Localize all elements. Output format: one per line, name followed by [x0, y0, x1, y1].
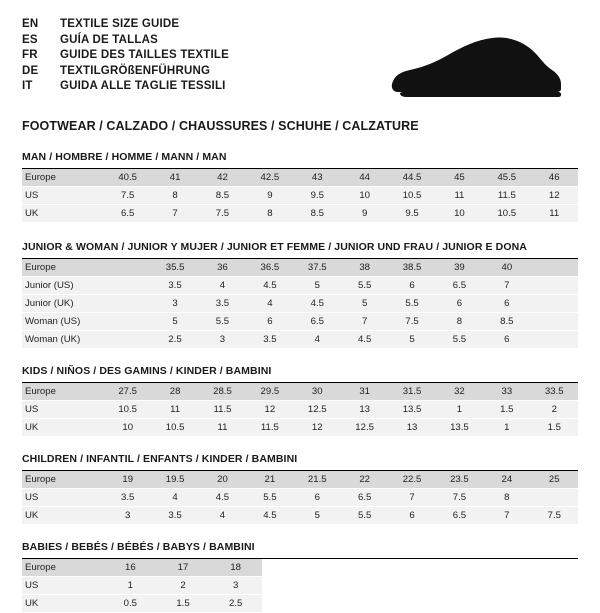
cell: 12.5 [341, 419, 388, 437]
cell: 3 [104, 507, 151, 525]
cell: 3 [199, 331, 246, 349]
cell: 6 [388, 277, 435, 295]
table-row [22, 419, 578, 437]
cell: 12 [246, 401, 293, 419]
language-code-fr: FR [22, 49, 38, 61]
cell: 5 [294, 507, 341, 525]
cell: 31.5 [388, 383, 435, 401]
cell: 10.5 [151, 419, 198, 437]
cell: 35.5 [151, 259, 198, 277]
size-block-kids [22, 365, 578, 437]
cell: 38 [341, 259, 388, 277]
block-title-babies: BABIES / BEBÉS / BÉBÉS / BABYS / BAMBINI [22, 541, 578, 559]
cell: 5 [294, 277, 341, 295]
cell: 5.5 [341, 507, 388, 525]
cell: 5.5 [436, 331, 483, 349]
cell: 38.5 [388, 259, 435, 277]
cell: 42 [199, 169, 246, 187]
language-code-es: ES [22, 33, 38, 46]
cell: 6.5 [294, 313, 341, 331]
document-header [22, 18, 578, 103]
cell: 2.5 [151, 331, 198, 349]
cell: 6 [294, 489, 341, 507]
cell: 6 [246, 313, 293, 331]
cell: 6.5 [104, 205, 151, 223]
cell: 12 [531, 187, 578, 205]
cell: 7.5 [104, 187, 151, 205]
cell: 3.5 [151, 277, 198, 295]
cell: 12.5 [294, 401, 341, 419]
cell: 4.5 [246, 277, 293, 295]
cell: 4 [151, 489, 198, 507]
cell: 3 [151, 295, 198, 313]
cell: 0.5 [104, 595, 157, 613]
cell: 2.5 [209, 595, 262, 613]
cell: 3.5 [246, 331, 293, 349]
cell: 7 [388, 489, 435, 507]
cell: 2 [157, 577, 210, 595]
cell: 36 [199, 259, 246, 277]
cell: 4.5 [294, 295, 341, 313]
cell: 8 [436, 313, 483, 331]
cell: 1.5 [483, 401, 530, 419]
cell: 23.5 [436, 471, 483, 489]
cell: 4 [294, 331, 341, 349]
cell: 6 [436, 295, 483, 313]
cell: 29.5 [246, 383, 293, 401]
cell: 22 [341, 471, 388, 489]
row-label: US [22, 187, 104, 205]
cell: 4.5 [246, 507, 293, 525]
cell: 11.5 [199, 401, 246, 419]
cell: 10.5 [483, 205, 530, 223]
cell: 10.5 [388, 187, 435, 205]
cell: 27.5 [104, 383, 151, 401]
cell: 28.5 [199, 383, 246, 401]
cell: 16 [104, 559, 157, 577]
language-row-fr [22, 49, 229, 65]
cell: 20 [199, 471, 246, 489]
size-block-babies [22, 541, 578, 613]
cell: 32 [436, 383, 483, 401]
cell: 7.5 [531, 507, 578, 525]
table-row [22, 169, 578, 187]
table-row [22, 559, 262, 577]
cell: 1 [104, 577, 157, 595]
row-label: Woman (UK) [22, 331, 104, 349]
cell: 3 [209, 577, 262, 595]
cell [531, 489, 578, 507]
table-row [22, 259, 578, 277]
cell: 45.5 [483, 169, 530, 187]
cell [104, 295, 151, 313]
cell: 4.5 [341, 331, 388, 349]
cell: 37.5 [294, 259, 341, 277]
row-label: Europe [22, 471, 104, 489]
cell: 10 [104, 419, 151, 437]
cell: 3.5 [104, 489, 151, 507]
row-label: Junior (US) [22, 277, 104, 295]
cell: 9 [341, 205, 388, 223]
table-row [22, 277, 578, 295]
cell: 3.5 [151, 507, 198, 525]
cell: 31 [341, 383, 388, 401]
size-block-man [22, 151, 578, 223]
size-table-kids [22, 383, 578, 437]
cell: 4 [199, 277, 246, 295]
cell: 9 [246, 187, 293, 205]
cell: 44.5 [388, 169, 435, 187]
table-row [22, 295, 578, 313]
language-title-en: TEXTILE SIZE GUIDE [60, 18, 180, 30]
cell: 36.5 [246, 259, 293, 277]
cell: 8 [151, 187, 198, 205]
language-row-en [22, 18, 229, 34]
cell: 5.5 [246, 489, 293, 507]
cell: 19.5 [151, 471, 198, 489]
size-block-children [22, 453, 578, 525]
cell: 8.5 [483, 313, 530, 331]
cell: 11 [436, 187, 483, 205]
cell [104, 331, 151, 349]
page-title: FOOTWEAR / CALZADO / CHAUSSURES / SCHUHE / CALZATURE [22, 119, 419, 133]
cell: 2 [531, 401, 578, 419]
cell: 7 [483, 507, 530, 525]
table-row [22, 401, 578, 419]
cell [531, 313, 578, 331]
cell [104, 277, 151, 295]
table-row [22, 577, 262, 595]
cell: 13.5 [436, 419, 483, 437]
row-label: Europe [22, 169, 104, 187]
cell: 42.5 [246, 169, 293, 187]
cell: 10 [436, 205, 483, 223]
block-title-man: MAN / HOMBRE / HOMME / MANN / MAN [22, 151, 578, 169]
cell: 28 [151, 383, 198, 401]
cell: 21 [246, 471, 293, 489]
cell: 6 [388, 507, 435, 525]
cell: 11 [199, 419, 246, 437]
cell [104, 259, 151, 277]
cell: 33 [483, 383, 530, 401]
cell: 11.5 [483, 187, 530, 205]
block-title-junior-woman: JUNIOR & WOMAN / JUNIOR Y MUJER / JUNIOR ET FEMME / JUNIOR UND FRAU / JUNIOR E DONA [22, 241, 578, 259]
row-label: US [22, 401, 104, 419]
cell: 8.5 [294, 205, 341, 223]
cell: 25 [531, 471, 578, 489]
row-label: Europe [22, 383, 104, 401]
cell: 11 [151, 401, 198, 419]
language-code-it: IT [22, 80, 33, 92]
language-title-fr: GUIDE DES TAILLES TEXTILE [60, 49, 229, 61]
cell: 33.5 [531, 383, 578, 401]
cell: 4 [199, 507, 246, 525]
cell [531, 331, 578, 349]
cell: 10 [341, 187, 388, 205]
table-row [22, 205, 578, 223]
size-block-junior-woman [22, 241, 578, 349]
cell: 21.5 [294, 471, 341, 489]
cell: 12 [294, 419, 341, 437]
table-row [22, 313, 578, 331]
table-row [22, 187, 578, 205]
size-table-children [22, 471, 578, 525]
cell: 4 [246, 295, 293, 313]
row-label: Europe [22, 559, 104, 577]
cell: 6.5 [436, 277, 483, 295]
cell: 17 [157, 559, 210, 577]
cell: 7 [151, 205, 198, 223]
cell [531, 277, 578, 295]
cell: 13 [388, 419, 435, 437]
row-label: UK [22, 419, 104, 437]
cell: 5 [151, 313, 198, 331]
row-label: US [22, 489, 104, 507]
block-title-kids: KIDS / NIÑOS / DES GAMINS / KINDER / BAMBINI [22, 365, 578, 383]
cell: 6 [483, 331, 530, 349]
size-table-babies [22, 559, 262, 613]
cell: 5.5 [341, 277, 388, 295]
cell: 30 [294, 383, 341, 401]
row-label: Junior (UK) [22, 295, 104, 313]
cell: 40 [483, 259, 530, 277]
cell: 13.5 [388, 401, 435, 419]
table-row [22, 489, 578, 507]
language-title-it: GUIDA ALLE TAGLIE TESSILI [60, 80, 226, 92]
language-row-es [22, 34, 229, 50]
cell: 1 [436, 401, 483, 419]
row-label: US [22, 577, 104, 595]
language-title-de: TEXTILGRÖßENFÜHRUNG [60, 64, 211, 77]
cell: 10.5 [104, 401, 151, 419]
cell: 3.5 [199, 295, 246, 313]
cell: 8 [246, 205, 293, 223]
cell: 8 [483, 489, 530, 507]
size-table-man [22, 169, 578, 223]
cell: 22.5 [388, 471, 435, 489]
cell: 39 [436, 259, 483, 277]
cell: 9.5 [294, 187, 341, 205]
table-row [22, 507, 578, 525]
cell: 7.5 [436, 489, 483, 507]
cell: 19 [104, 471, 151, 489]
language-code-en: EN [22, 18, 39, 30]
size-table-junior-woman [22, 259, 578, 349]
row-label: Europe [22, 259, 104, 277]
cell: 44 [341, 169, 388, 187]
cell: 1.5 [157, 595, 210, 613]
cell: 43 [294, 169, 341, 187]
cell: 11.5 [246, 419, 293, 437]
cell: 6 [483, 295, 530, 313]
cell: 7.5 [388, 313, 435, 331]
cell: 7 [483, 277, 530, 295]
row-label: UK [22, 507, 104, 525]
table-row [22, 595, 262, 613]
cell [531, 259, 578, 277]
cell: 40.5 [104, 169, 151, 187]
table-row [22, 471, 578, 489]
cell: 6.5 [436, 507, 483, 525]
language-code-de: DE [22, 64, 39, 77]
cell: 1 [483, 419, 530, 437]
language-title-es: GUÍA DE TALLAS [60, 33, 158, 46]
row-label: Woman (US) [22, 313, 104, 331]
language-row-it [22, 80, 229, 96]
table-row [22, 383, 578, 401]
cell: 11 [531, 205, 578, 223]
cell: 1.5 [531, 419, 578, 437]
cell: 41 [151, 169, 198, 187]
cell: 13 [341, 401, 388, 419]
cell: 5 [388, 331, 435, 349]
cell: 7 [341, 313, 388, 331]
cell: 7.5 [199, 205, 246, 223]
cell: 45 [436, 169, 483, 187]
language-title-list [22, 18, 229, 96]
cell: 18 [209, 559, 262, 577]
cell: 5 [341, 295, 388, 313]
cell: 9.5 [388, 205, 435, 223]
language-row-de [22, 65, 229, 81]
cell: 5.5 [388, 295, 435, 313]
cell: 4.5 [199, 489, 246, 507]
table-row [22, 331, 578, 349]
row-label: UK [22, 205, 104, 223]
cell: 8.5 [199, 187, 246, 205]
cell: 24 [483, 471, 530, 489]
cell: 5.5 [199, 313, 246, 331]
cell [531, 295, 578, 313]
block-title-children: CHILDREN / INFANTIL / ENFANTS / KINDER / BAMBINI [22, 453, 578, 471]
row-label: UK [22, 595, 104, 613]
cell [104, 313, 151, 331]
dress-shoe-icon [384, 32, 564, 103]
cell: 46 [531, 169, 578, 187]
cell: 6.5 [341, 489, 388, 507]
